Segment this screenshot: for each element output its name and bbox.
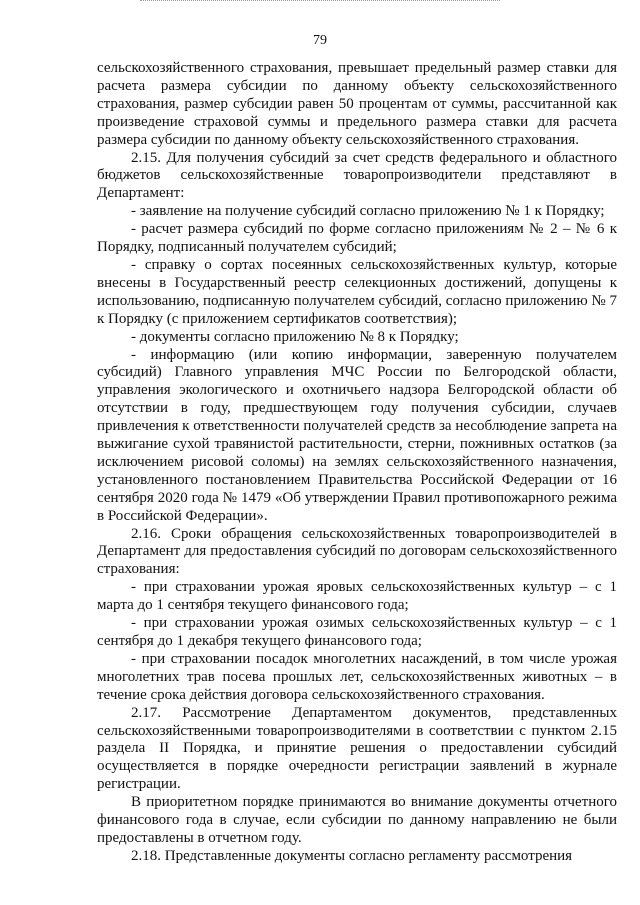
list-item-fire-safety-info: - информацию (или копию информации, заверенную получателем субсидий) Главного управления МЧС России по Белгородской области, управления экологического и охотничьего надзора Белгородской области об отсутствии в году, предшествующем году получения субсидии, случаев привлечения к ответственности получателей средств за несоблюдение запрета на выжигание сухой травянистой растительности, стерни, пожнивных остатков (за исключением рисовой соломы) на землях сельскохозяйственного назначения, установленного постановлением Правительства Российской Федерации от 16 сентября 2020 года № 1479 «Об утверждении Правил противопожарного режима в Российской Федерации».	[97, 346, 617, 524]
paragraph-2-18: 2.18. Представленные документы согласно регламенту рассмотрения	[131, 847, 573, 864]
document-body	[97, 60, 617, 866]
list-item-seed-varieties: - справку о сортах посеянных сельскохозяйственных культур, которые внесены в Государственный реестр селекционных достижений, допущены к использованию, подписанную получателем субсидий, согласно приложению № 7 к Порядку (с приложением сертификатов соответствия);	[97, 256, 617, 327]
scan-edge-mark	[140, 0, 500, 4]
page-number: 79	[313, 33, 327, 48]
list-item-spring-crops: - при страховании урожая яровых сельскохозяйственных культур – с 1 марта до 1 сентября текущего финансового года;	[97, 579, 617, 614]
list-item-calculation: - расчет размера субсидий по форме согласно приложениям № 2 – № 6 к Порядку, подписанный получателем субсидий;	[97, 221, 617, 256]
paragraph-2-17: 2.17. Рассмотрение Департаментом документов, представленных сельскохозяйственными товаропроизводителями в соответствии с пунктом 2.15 раздела II Порядка, и принятие решения о предоставлении субсидий осуществляется в порядке очередности регистрации заявлений в журнале регистрации.	[97, 704, 617, 793]
list-item-perennial: - при страховании посадок многолетних насаждений, в том числе урожая многолетних трав посева прошлых лет, сельскохозяйственных животных – в течение срока действия договора сельскохозяйственного страхования.	[97, 650, 617, 703]
list-item-documents: - документы согласно приложению № 8 к Порядку;	[131, 328, 459, 345]
paragraph-subsidy-rate: сельскохозяйственного страхования, превышает предельный размер ставки для расчета размера субсидии по данному объекту сельскохозяйственного страхования, размер субсидии равен 50 процентам от суммы, рассчитанной как произведение страховой суммы и предельного размера ставки для расчета размера субсидии по данному объекту сельскохозяйственного страхования.	[97, 60, 617, 148]
paragraph-priority: В приоритетном порядке принимаются во внимание документы отчетного финансового года в случае, если субсидии по данному направлению не были предоставлены в отчетном году.	[97, 794, 617, 846]
list-item-application: - заявление на получение субсидий согласно приложению № 1 к Порядку;	[131, 203, 605, 220]
paragraph-2-15: 2.15. Для получения субсидий за счет средств федерального и областного бюджетов сельскохозяйственные товаропроизводители представляют в Департамент:	[97, 149, 617, 202]
paragraph-2-16: 2.16. Сроки обращения сельскохозяйственных товаропроизводителей в Департамент для предоставления субсидий по договорам сельскохозяйственного страхования:	[97, 525, 617, 578]
list-item-winter-crops: - при страховании урожая озимых сельскохозяйственных культур – с 1 сентября до 1 декабря текущего финансового года;	[97, 615, 617, 649]
